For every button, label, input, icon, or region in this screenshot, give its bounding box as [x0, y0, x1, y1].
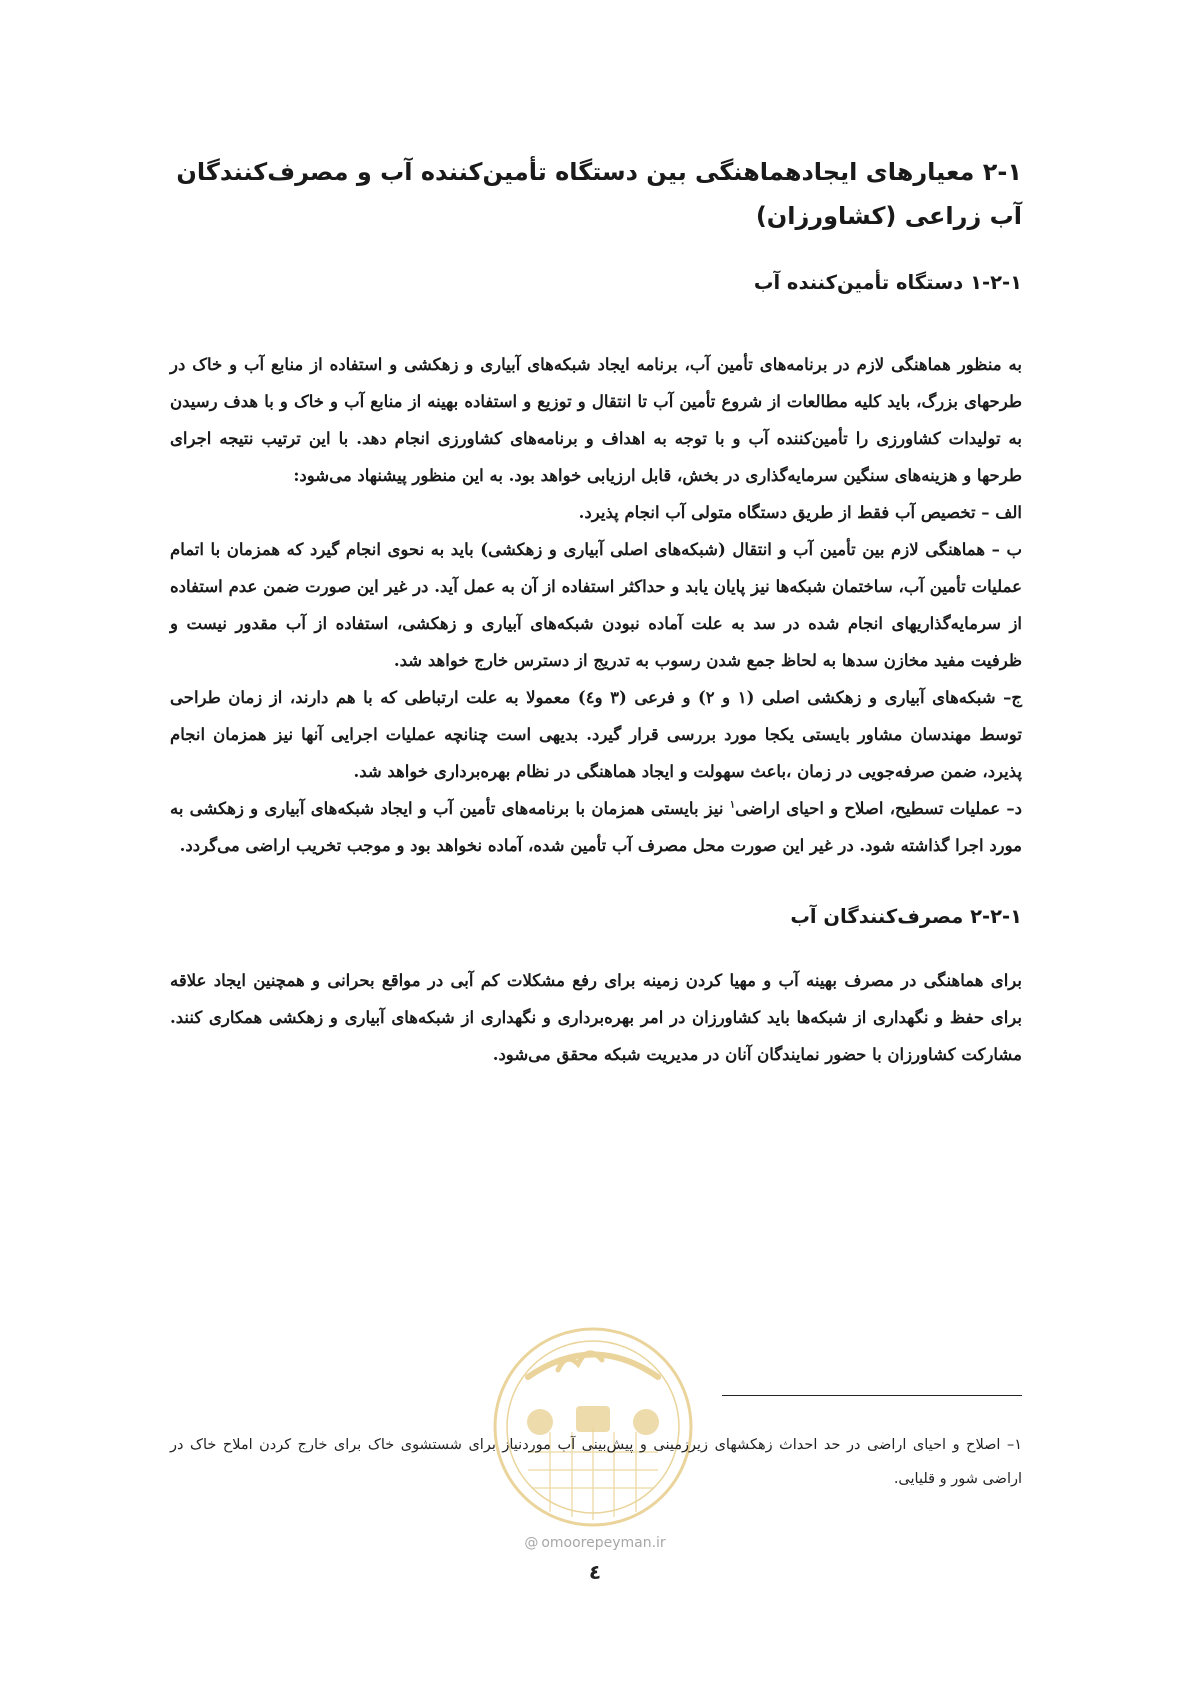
footnote-divider [722, 1395, 1022, 1396]
list-item-dal [170, 790, 1022, 864]
subsection-heading-water-consumers: ۲-۲-۱ مصرف‌کنندگان آب [790, 905, 1022, 928]
watermark-url-text: omoorepeyman.ir [541, 1535, 666, 1551]
at-icon: @ [524, 1535, 539, 1551]
list-item-alef: الف – تخصیص آب فقط از طریق دستگاه متولی آب انجام پذیرد. [578, 503, 1022, 522]
list-item-jim: ج– شبکه‌های آبیاری و زهکشی اصلی (۱ و ۲) و فرعی (۳ و٤) معمولا به علت ارتباطی که با هم دارند، از زمان طراحی توسط مهندسان مشاور بایستی یکجا مورد بررسی قرار گیرد. بدیهی است چنانچه عملیات اجرایی آنها نیز همزمان انجام پذیرد، ضمن صرفه‌جویی در زمان ،باعث سهولت و ایجاد هماهنگی در نظام بهره‌برداری خواهد شد. [170, 688, 1022, 781]
footnote-text: ۱– اصلاح و احیای اراضی در حد احداث زهکشهای زیرزمینی و پیش‌بینی آب موردنیاز برای شستشوی خاک برای خارج کردن املاح خاک در اراضی شور و قلیایی. [170, 1436, 1022, 1487]
footnote-reference[interactable]: ۱ [729, 799, 736, 811]
paragraph-consumers: برای هماهنگی در مصرف بهینه آب و مهیا کردن زمینه برای رفع مشکلات کم آبی در مواقع بحرانی و همچنین ایجاد علاقه برای حفظ و نگهداری از شبکه‌ها باید کشاورزان در امر بهره‌برداری و نگهداری از شبکه‌های آبیاری و زهکشی همکاری کنند. مشارکت کشاورزان با حضور نمایندگان آنان در مدیریت شبکه محقق می‌شود. [170, 971, 1022, 1064]
list-item-dal-end: نیز بایستی همزمان با برنامه‌های تأمین آب و ایجاد شبکه‌های آبیاری و زهکشی به مورد اجرا گذاشته شود. در غیر این صورت محل مصرف آب تأمین شده، آماده نخواهد بود و موجب تخریب اراضی می‌گردد. [170, 799, 1022, 855]
section-heading: ۲-۱ معیارهای ایجادهماهنگی بین دستگاه تأمین‌کننده آب و مصرف‌کنندگان آب زراعی (کشاورزان) [176, 158, 1022, 230]
list-item-dal-start: د– عملیات تسطیح، اصلاح و احیای اراضی [735, 799, 1022, 818]
watermark-url [0, 1535, 1190, 1551]
list-item-be: ب – هماهنگی لازم بین تأمین آب و انتقال (شبکه‌های اصلی آبیاری و زهکشی) باید به نحوی انجام گیرد که همزمان با اتمام عملیات تأمین آب، ساختمان شبکه‌ها نیز پایان یابد و حداکثر استفاده از آن به عمل آید. در غیر این صورت ضمن عدم استفاده از سرمایه‌گذاریهای انجام شده در سد به علت آماده نبودن شبکه‌های آبیاری و زهکشی، استفاده از آب مقدور نیست و ظرفیت مفید مخازن سدها به لحاظ جمع شدن رسوب به تدریج از دسترس خارج خواهد شد. [170, 540, 1022, 670]
subsection-heading-water-supplier: ۱-۲-۱ دستگاه تأمین‌کننده آب [753, 271, 1022, 294]
page-content [170, 150, 1022, 1073]
page-number: ٤ [588, 1560, 602, 1584]
paragraph-intro: به منظور هماهنگی لازم در برنامه‌های تأمین آب، برنامه ایجاد شبکه‌های آبیاری و زهکشی و استفاده از منابع آب و خاک در طرحهای بزرگ، باید کلیه مطالعات از شروع تأمین آب تا انتقال و توزیع و استفاده بهینه از منابع آب و خاک و با هدف رسیدن به تولیدات کشاورزی را تأمین‌کننده آب و با توجه به اهداف و برنامه‌های کشاورزی انجام دهد. با این ترتیب نتیجه اجرای طرحها و هزینه‌های سنگین سرمایه‌گذاری در بخش، قابل ارزیابی خواهد بود. به این منظور پیشنهاد می‌شود: [170, 355, 1022, 485]
